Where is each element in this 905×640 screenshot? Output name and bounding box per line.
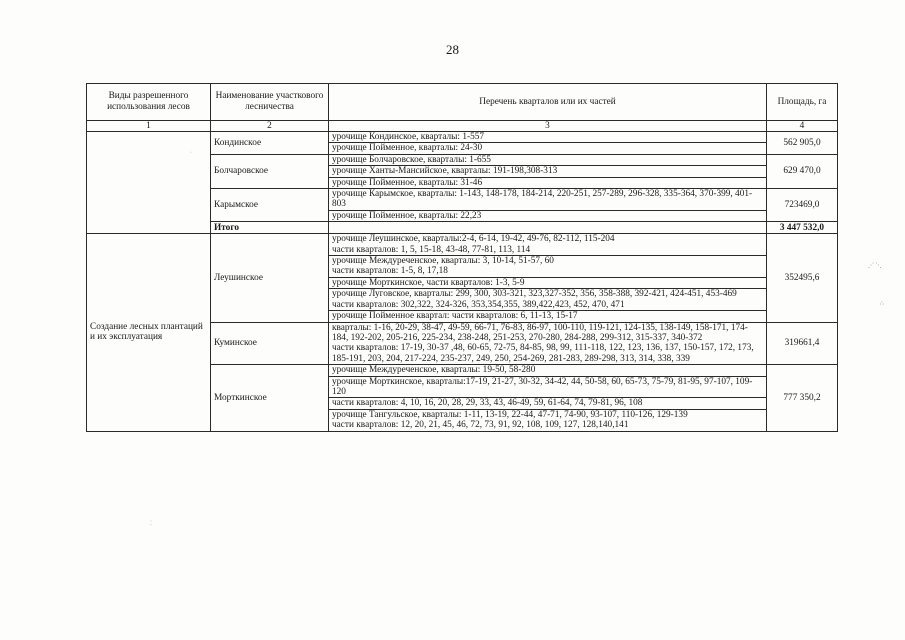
- quarter-line: части кварталов: 1, 5, 15-18, 43-48, 77-81, 113, 114: [332, 244, 531, 255]
- forestry-name: Морткинское: [211, 365, 329, 431]
- header-area: Площадь, га: [767, 84, 838, 121]
- forestry-name: Карымское: [211, 189, 329, 222]
- header-forestry: Наименование участкового лесничества: [211, 84, 329, 121]
- table-header-row: [87, 84, 838, 121]
- column-number: 4: [767, 121, 838, 132]
- quarter-line: части кварталов: 17-19, 30-37 ,48, 60-65, 72-75, 84-85, 98, 99, 111-118, 122, 123, 136, 137, 150-157, 172, 173, 185-191, 203, 204, 217-224, 235-237, 249, 250, 254-269, 281-283, 289-298, 313, 314, 338, 339: [332, 343, 754, 364]
- page-number: 28: [446, 42, 459, 57]
- header-quarters: Перечень кварталов или их частей: [329, 84, 767, 121]
- quarter-line: урочище Болчаровское, кварталы: 1-655: [329, 154, 767, 165]
- quarter-line: урочище Леушинское, кварталы:2-4, 6-14, 19-42, 49-76, 82-112, 115-204: [332, 234, 615, 245]
- column-number: 3: [329, 121, 767, 132]
- quarter-line: урочище Пойменное, кварталы: 22,23: [329, 210, 767, 221]
- forestry-name: Кондинское: [211, 132, 329, 155]
- quarter-cell: [329, 234, 767, 256]
- quarter-line: урочище Карымское, кварталы: 1-143, 148-178, 184-214, 220-251, 257-289, 296-328, 335-364, 370-399, 401-803: [329, 189, 767, 211]
- total-label: Итого: [211, 222, 329, 234]
- quarter-line: урочище Пойменное квартал: части кварталов: 6, 11-13, 15-17: [329, 311, 767, 322]
- area-value: 562 905,0: [767, 132, 838, 155]
- column-number: 1: [87, 121, 211, 132]
- forest-use-table: [86, 83, 838, 432]
- area-value: 777 350,2: [767, 365, 838, 431]
- scan-noise: ⋰ ⋱: [868, 263, 882, 269]
- header-use-type: Виды разрешенного использования лесов: [87, 84, 211, 121]
- total-empty-cell: [329, 222, 767, 234]
- quarter-cell: [329, 289, 767, 311]
- forestry-name: Болчаровское: [211, 154, 329, 188]
- quarter-line: урочище Морткинское, части кварталов: 1-3, 5-9: [329, 277, 767, 288]
- quarter-cell: [329, 322, 767, 365]
- quarter-line: урочище Ханты-Мансийское, кварталы: 191-198,308-313: [329, 166, 767, 177]
- quarter-line: урочище Луговское, кварталы: 299, 300, 303-321, 323,327-352, 356, 358-388, 392-421, 424-451, 453-469: [332, 289, 737, 300]
- quarter-line: части кварталов: 1-5, 8, 17,18: [332, 266, 448, 277]
- forestry-name: Куминское: [211, 322, 329, 365]
- quarter-cell: [329, 409, 767, 431]
- quarter-line: урочище Кондинское, кварталы: 1-557: [329, 132, 767, 143]
- area-value: 723469,0: [767, 189, 838, 222]
- quarter-line: урочище Тангульское, кварталы: 1-11, 13-19, 22-44, 47-71, 74-90, 93-107, 110-126, 129-139: [332, 409, 688, 420]
- quarter-line: части кварталов: 302,322, 324-326, 353,354,355, 389,422,423, 452, 470, 471: [332, 299, 625, 310]
- scan-noise: ⁚: [150, 521, 152, 527]
- use-type-plantations: Создание лесных плантаций и их эксплуатация: [87, 234, 211, 431]
- quarter-line: части кварталов: 4, 10, 16, 20, 28, 29, 33, 43, 46-49, 59, 61-64, 74, 79-81, 96, 108: [329, 398, 767, 409]
- area-value: 352495,6: [767, 234, 838, 322]
- table-row: [87, 132, 838, 143]
- area-value: 319661,4: [767, 322, 838, 365]
- forestry-name: Леушинское: [211, 234, 329, 322]
- column-number-row: [87, 121, 838, 132]
- area-value: 629 470,0: [767, 154, 838, 188]
- quarter-line: урочище Междуреченское, кварталы: 19-50, 58-280: [329, 365, 767, 376]
- quarter-line: части кварталов: 12, 20, 21, 45, 46, 72, 73, 91, 92, 108, 109, 127, 128,140,141: [332, 420, 629, 431]
- column-number: 2: [211, 121, 329, 132]
- use-type-cell-empty: [87, 132, 211, 234]
- table-row: [87, 234, 838, 256]
- quarter-line: урочище Пойменное, кварталы: 24-30: [329, 143, 767, 154]
- quarter-cell: [329, 256, 767, 278]
- quarter-line: урочище Морткинское, кварталы:17-19, 21-27, 30-32, 34-42, 44, 50-58, 60, 65-73, 75-79, 81-95, 97-107, 109-120: [329, 376, 767, 398]
- scan-noise: ∴: [880, 301, 884, 307]
- total-value: 3 447 532,0: [767, 222, 838, 234]
- scan-noise: ·: [190, 150, 192, 156]
- quarter-line: урочище Пойменное, кварталы: 31-46: [329, 177, 767, 188]
- quarter-line: кварталы: 1-16, 20-29, 38-47, 49-59, 66-71, 76-83, 86-97, 100-110, 119-121, 124-135, 138-149, 158-171, 174-184, 192-202, 205-216, 225-234, 238-248, 251-253, 270-280, 284-288, 299-312, 315-337, 340-372: [332, 322, 748, 343]
- quarter-line: урочище Междуреченское, кварталы: 3, 10-14, 51-57, 60: [332, 256, 554, 267]
